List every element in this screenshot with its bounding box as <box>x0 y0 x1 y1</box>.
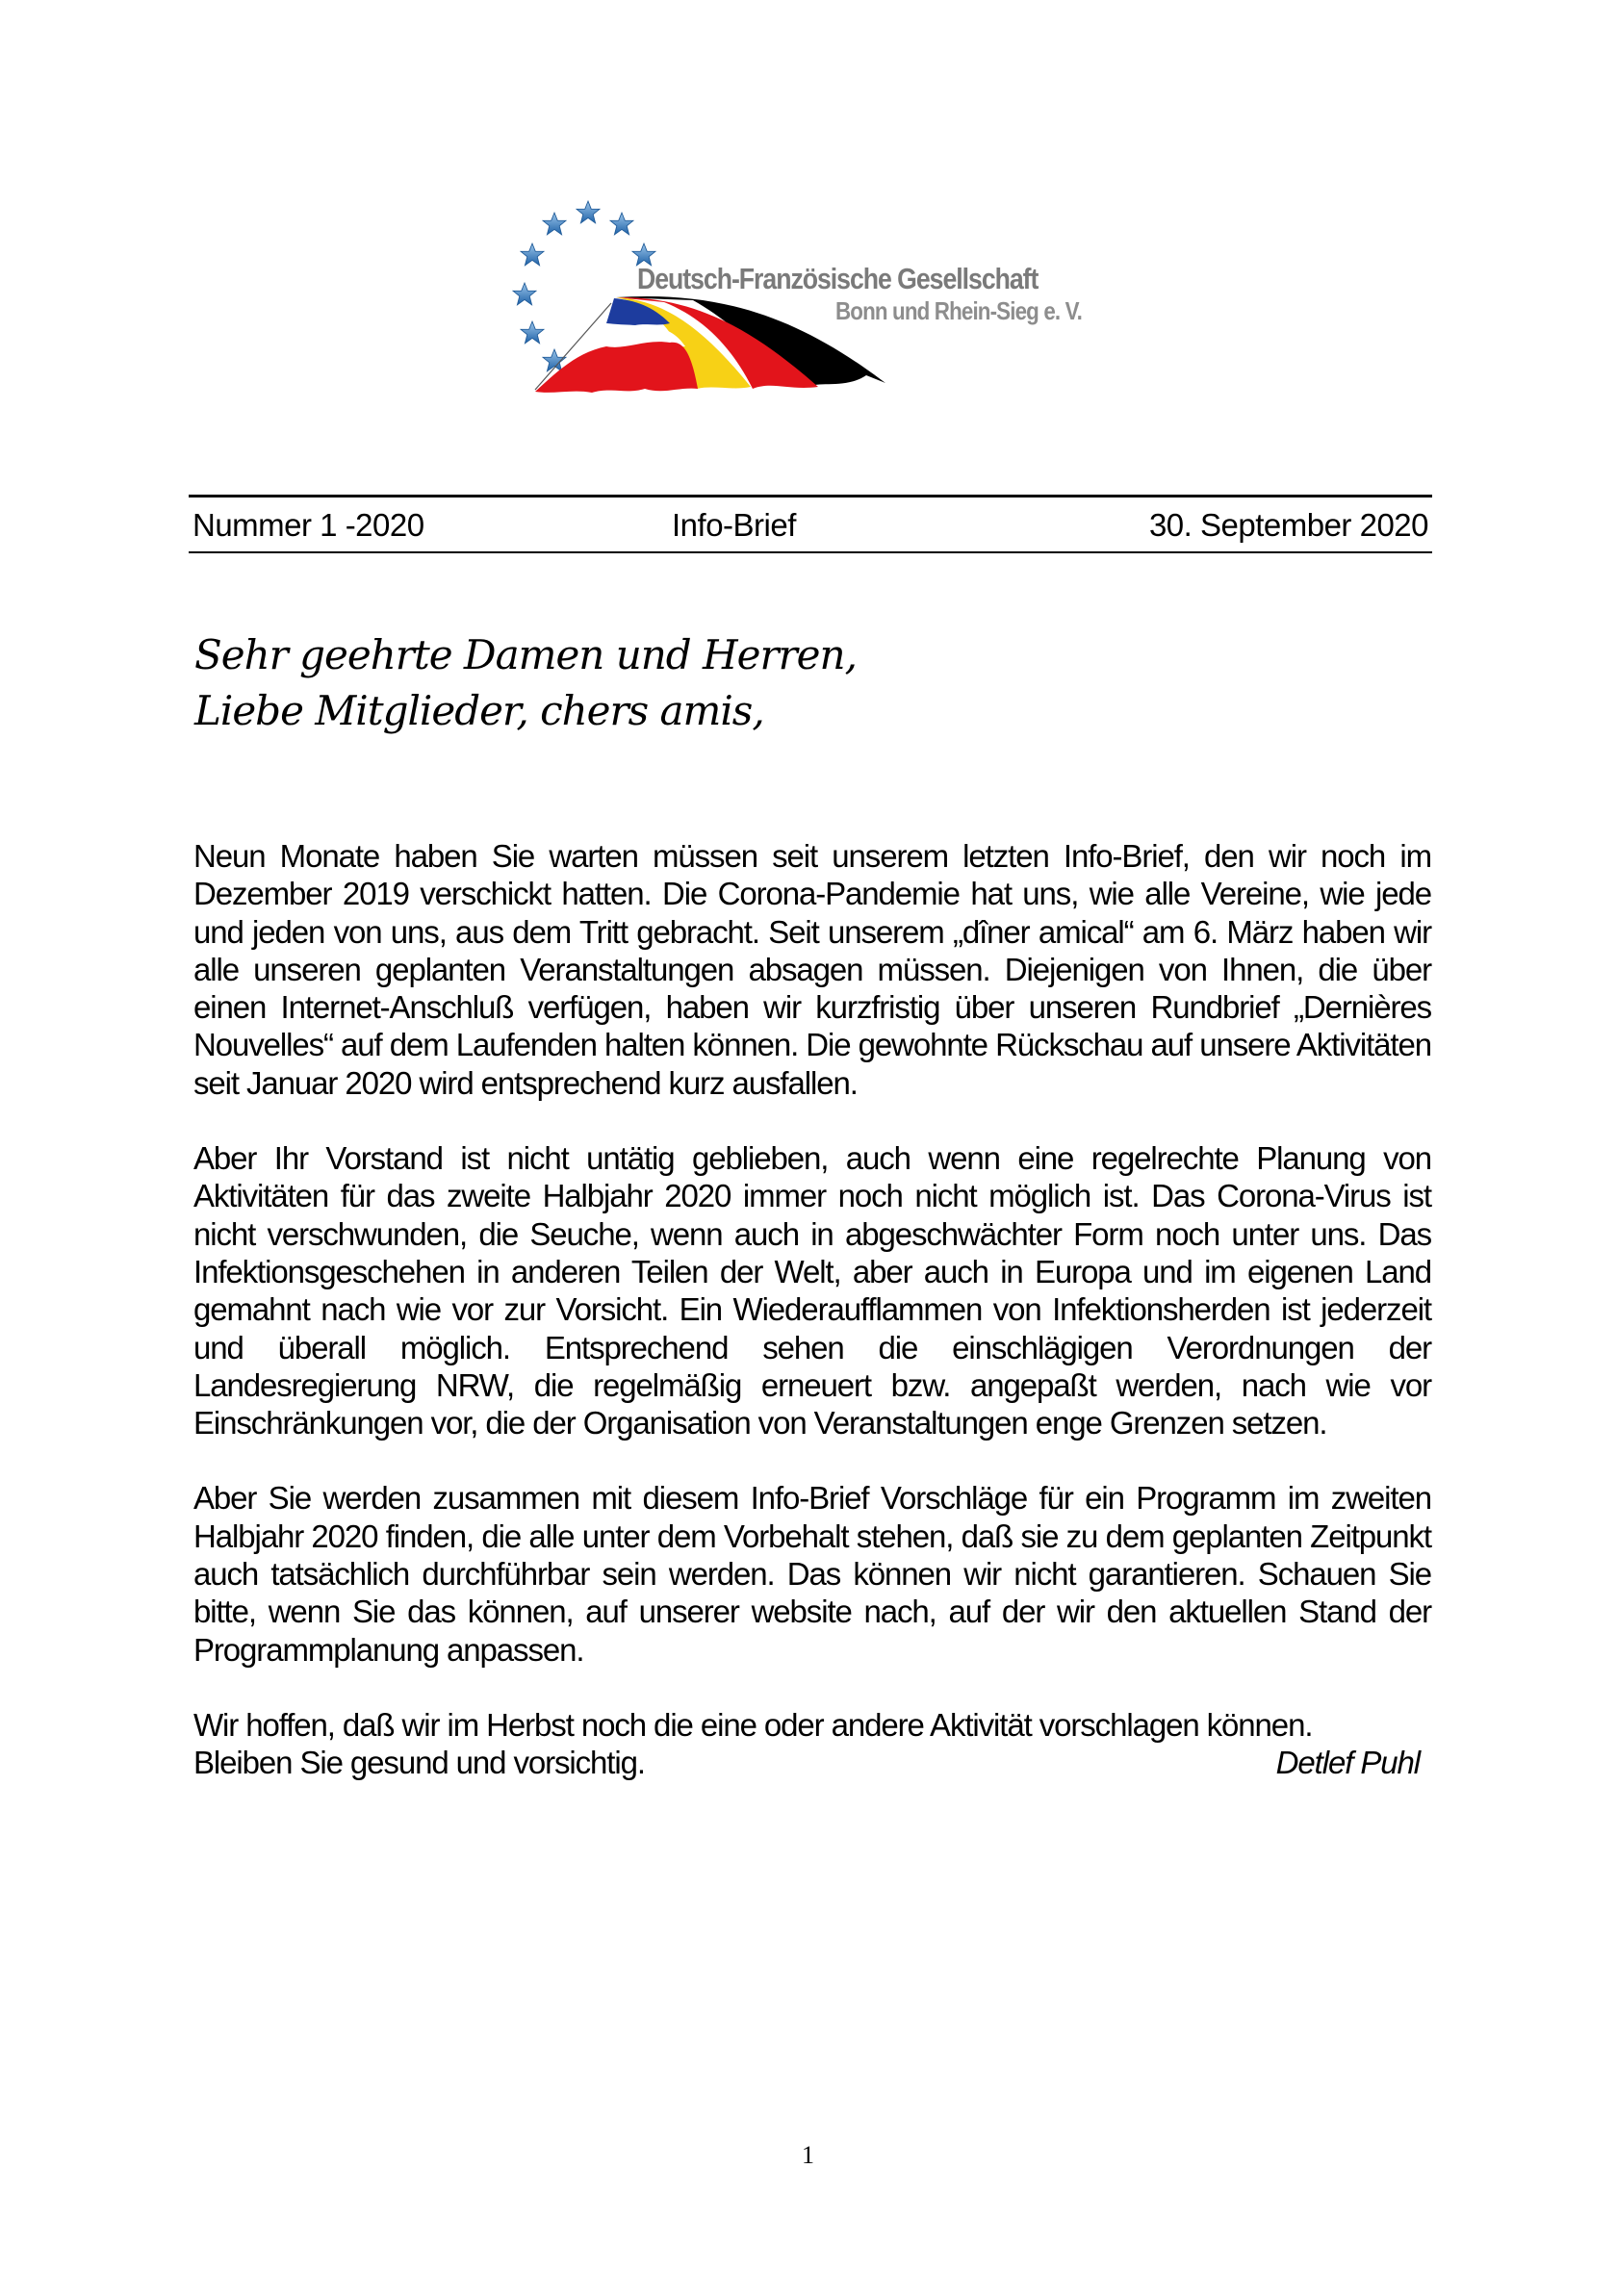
salutation <box>194 627 857 739</box>
newsletter-header <box>189 495 1432 553</box>
paragraph: Aber Ihr Vorstand ist nicht untätig geblieben, auch wenn eine regelrechte Planung von Aktivitäten für das zweite Halbjahr 2020 immer noch nicht möglich ist. Das Corona-Virus ist nicht verschwunden, die Seuche, wenn auch in abgeschwächter Form noch unter uns. Das Infektionsgeschehen in anderen Teilen der Welt, aber auch in Europa und im eigenen Land gemahnt nach wie vor zur Vorsicht. Ein Wiederaufflammen von Infektionsherden ist jederzeit und überall möglich. Entsprechend sehen die einschlägigen Verordnungen der Landesregierung NRW, die regelmäßig erneuert bzw. angepaßt werden, nach wie vor Einschränkungen vor, die der Organisation von Veranstaltungen enge Grenzen setzen. <box>193 1140 1431 1441</box>
star-icon <box>521 321 544 344</box>
page-number: 1 <box>802 2141 814 2169</box>
letter-body <box>193 837 1431 1782</box>
closing-signature-row <box>193 1744 1431 1781</box>
logo-subtitle: Bonn und Rhein-Sieg e. V. <box>835 296 1082 325</box>
salutation-line: Sehr geehrte Damen und Herren, <box>194 631 857 678</box>
closing <box>193 1706 1431 1782</box>
closing-line: Bleiben Sie gesund und vorsichtig. <box>193 1745 645 1781</box>
salutation-line: Liebe Mitglieder, chers amis, <box>194 687 764 734</box>
star-icon <box>521 243 544 266</box>
logo-title: Deutsch-Französische Gesellschaft <box>637 262 1039 295</box>
star-icon <box>543 213 566 235</box>
organization-logo <box>500 183 1126 404</box>
waving-flags <box>535 296 885 393</box>
star-icon <box>610 213 633 235</box>
paragraph: Aber Sie werden zusammen mit diesem Info-Brief Vorschläge für ein Programm im zweiten Halbjahr 2020 finden, die alle unter dem Vorbehalt stehen, daß sie zu dem geplanten Zeitpunkt auch tatsächlich durchführbar sein werden. Das können wir nicht garantieren. Schauen Sie bitte, wenn Sie das können, auf unserer website nach, auf der wir den aktuellen Stand der Programmplanung anpassen. <box>193 1480 1431 1668</box>
star-icon <box>577 201 600 223</box>
closing-line: Wir hoffen, daß wir im Herbst noch die eine oder andere Aktivität vorschlagen können. <box>193 1706 1313 1743</box>
star-icon <box>513 283 536 305</box>
newsletter-type: Info-Brief <box>672 507 796 543</box>
issue-number: Nummer 1 -2020 <box>192 507 424 543</box>
signature: Detlef Puhl <box>1275 1745 1420 1781</box>
issue-date: 30. September 2020 <box>1148 507 1428 543</box>
paragraph: Neun Monate haben Sie warten müssen seit unserem letzten Info-Brief, den wir noch im Dezember 2019 verschickt hatten. Die Corona-Pandemie hat uns, wie alle Vereine, wie jede und jeden von uns, aus dem Tritt gebracht. Seit unserem „dîner amical“ am 6. März haben wir alle unseren geplanten Veranstaltungen absagen müssen. Diejenigen von Ihnen, die über einen Internet-Anschluß verfügen, haben wir kurzfristig über unseren Rundbrief „Dernières Nouvelles“ auf dem Laufenden halten können. Die gewohnte Rückschau auf unsere Aktivitäten seit Januar 2020 wird entsprechend kurz ausfallen. <box>193 838 1431 1101</box>
